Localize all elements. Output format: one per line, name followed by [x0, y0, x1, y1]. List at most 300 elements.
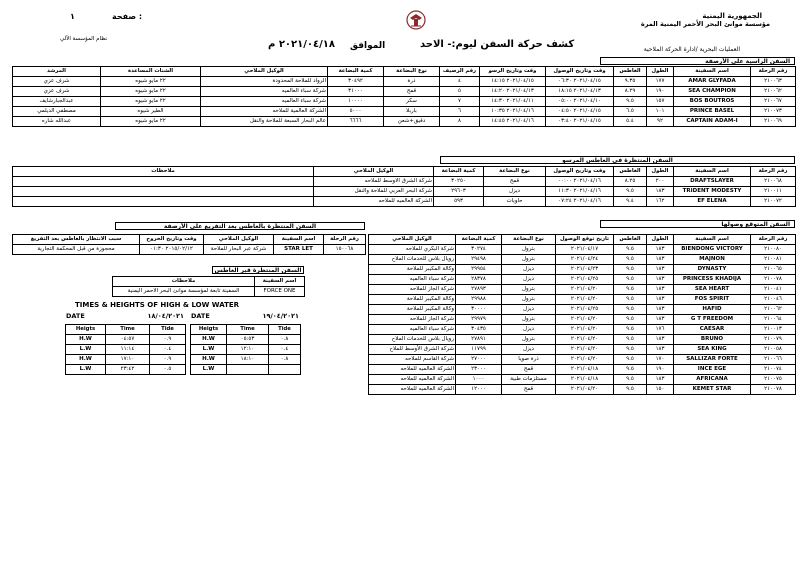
col-header: رقم الرحلة: [751, 235, 796, 245]
table-row: [66, 355, 186, 365]
table-cell: شركة سباء العالميه: [369, 275, 456, 285]
tide-date: ١٨/٠٤/٢٠٢١: [147, 312, 184, 320]
table-cell: ٢٠٢١/٠٤/٢٠: [556, 345, 614, 355]
table-cell: عبدالله شاره: [13, 117, 101, 127]
col-header: Time: [106, 325, 150, 335]
table-cell: ٢٣:٤٢: [106, 365, 150, 375]
table-row: [13, 87, 796, 97]
col-header: كمية البضاعة: [328, 67, 384, 77]
table-cell: ٢١٠٠٤١: [751, 285, 796, 295]
table-cell: ٢٧٠٠٠: [456, 355, 502, 365]
table-cell: ١٨٣: [647, 265, 674, 275]
table-cell: ٢٠٢١/٠٤/١٦ ١٠:٣٥: [480, 107, 546, 117]
table-cell: ٢١٠٠٦٩: [751, 117, 796, 127]
table-cell: L.W: [66, 365, 106, 375]
table-cell: ذرة صويا: [502, 355, 556, 365]
table-cell: ٩.٥: [614, 375, 647, 385]
table-cell: ٢١٠٠١٣: [751, 325, 796, 335]
table-row: [13, 177, 796, 187]
table-cell: ٢٠٢١/٠٤/١٨: [556, 375, 614, 385]
table-cell: شركة الشرق الاوسط للملاحه: [314, 177, 434, 187]
table-cell: ٢١٠٠٦٣: [751, 77, 796, 87]
table-cell: ٢٠٢١/٠٤/١٥ ١٤:١٥: [480, 77, 546, 87]
table-cell: بترول: [502, 335, 556, 345]
table-cell: ١٨٣: [647, 285, 674, 295]
table-cell: HAFID: [674, 305, 751, 315]
table-cell: ٢٩٦٠٣: [434, 187, 484, 197]
report-date: ٢٠٢١/٠٤/١٨ م: [268, 39, 335, 50]
table-cell: ديزل: [502, 265, 556, 275]
table-cell: ١٠٠٠٠: [328, 97, 384, 107]
table-cell: ٠.٤: [269, 345, 301, 355]
table-cell: ٩.٣٥: [614, 77, 647, 87]
table-cell: بترول: [502, 315, 556, 325]
table-cell: ١٨٣: [647, 275, 674, 285]
table-cell: ١٩٠: [647, 365, 674, 375]
col-header: ملاحظات: [113, 277, 255, 287]
table-cell: ٢٠٢١/٠٤/١٣ ١٨:١٥: [546, 87, 614, 97]
col-header: وقت وتاريخ الخروج: [140, 235, 204, 245]
col-header: اسم السفينة: [674, 235, 751, 245]
table-cell: مصطفي الديلمي: [13, 107, 101, 117]
table-cell: ٤: [440, 77, 480, 87]
table-cell: ٢٠٢١/٠٤/١٥ ٠٤:٥٠: [546, 107, 614, 117]
table-row: [13, 117, 796, 127]
table-cell: ٢٠٢١/٠٤/٢٤: [556, 255, 614, 265]
table-cell: شرف عزي: [13, 87, 101, 97]
col-header: كمية البضاعة: [434, 167, 484, 177]
waiting-unload-body: [13, 245, 366, 255]
table-cell: ٣٠٢٧٤: [456, 245, 502, 255]
table-cell: ٩.٥: [614, 245, 647, 255]
table-cell: ١٥٧: [647, 97, 674, 107]
col-header: نوع البضاعة: [502, 235, 556, 245]
table-cell: ١٩٠: [647, 87, 674, 97]
table-cell: ٩.٥: [614, 345, 647, 355]
table-row: [13, 245, 366, 255]
expected-body: [369, 245, 796, 395]
table-cell: الشركة العالميه للملاحه: [314, 197, 434, 207]
table-cell: ٩.٥: [614, 365, 647, 375]
table-cell: ١٨٣: [647, 305, 674, 315]
table-cell: مستلزمات طبية: [502, 375, 556, 385]
table-cell: SEA KING: [674, 345, 751, 355]
col-header: الوكيل الملاحي: [204, 235, 274, 245]
table-cell: BOS BOUTROS: [674, 97, 751, 107]
table-row: [369, 345, 796, 355]
table-cell: ٢٢ مايو شيوه: [101, 117, 201, 127]
table-cell: قمح: [502, 365, 556, 375]
expected-table: [368, 234, 796, 395]
table-cell: ٩.٥: [614, 255, 647, 265]
table-cell: ٢٨٣٧٨: [456, 275, 502, 285]
table-row: [66, 335, 186, 345]
table-cell: ٢٠٢١/٠٤/١٦ ١١:٣٠: [546, 187, 614, 197]
table-cell: ٩.٥: [614, 355, 647, 365]
table-cell: ديزل: [502, 345, 556, 355]
table-cell: ٠٤:٥٧: [106, 335, 150, 345]
col-header: وقت وتاريخ الوصول: [546, 167, 614, 177]
table-cell: L.W: [66, 345, 106, 355]
col-header: ملاحظات: [13, 167, 314, 177]
table-cell: ٣١٠٠٠: [328, 87, 384, 97]
table-row: [13, 197, 796, 207]
table-cell: ٢٠٢١/٠٤/٢٠: [556, 335, 614, 345]
eagle-emblem-icon: [405, 9, 427, 31]
table-cell: ٢١٠٠٤٦: [751, 295, 796, 305]
table-cell: شركة سباء العالميه: [201, 97, 328, 107]
table-cell: ٣٠٤٩٢: [328, 77, 384, 87]
system-name: نظام المؤسسة الآلي: [60, 36, 108, 42]
table-row: [369, 305, 796, 315]
table-cell: SEA HEART: [674, 285, 751, 295]
table-cell: ٢٩٩٥٤: [456, 265, 502, 275]
table-row: [369, 355, 796, 365]
table-cell: ١٧٦: [647, 325, 674, 335]
table-cell: ٢٠٢١/٠٤/١٨: [556, 365, 614, 375]
table-cell: ٢١٠٠٦٦: [751, 355, 796, 365]
table-cell: ١٨٣: [647, 255, 674, 265]
col-header: رقم الرحلة: [751, 167, 796, 177]
table-cell: ٨.٢٥: [614, 177, 647, 187]
institution-name: مؤسسة موانئ البحر الأحمر اليمنية المرة: [640, 20, 770, 28]
table-cell: ٢٧٨٩٣: [456, 285, 502, 295]
table-cell: PRINCE BASEL: [674, 107, 751, 117]
waiting-unload-section-title: السفن المنتظرة بالغاطس بعد التفريغ على الأرصفة: [115, 222, 365, 230]
table-row: [66, 365, 186, 375]
country-name: الجمهورية اليمنية: [702, 12, 762, 20]
report-date-label: الموافق: [350, 41, 386, 51]
table-cell: وكالة المكيبر للملاحة: [369, 305, 456, 315]
table-cell: ١٠١: [647, 107, 674, 117]
table-cell: L.W: [191, 345, 227, 355]
table-cell: ١٨٣: [647, 335, 674, 345]
table-cell: ٢٠٢١/٠٤/٢٠: [556, 355, 614, 365]
table-cell: DYNASTY: [674, 265, 751, 275]
table-cell: PRINCESS KHADIJA: [674, 275, 751, 285]
table-cell: ٢٩٤٩٨: [456, 255, 502, 265]
col-header: رقم الرصيف: [440, 67, 480, 77]
table-cell: ٢١٠٠٨١: [751, 255, 796, 265]
table-row: [13, 97, 796, 107]
table-row: [369, 325, 796, 335]
col-header: سبب الانتظار بالغاطس بعد التفريغ: [13, 235, 140, 245]
table-cell: ٢٢ مايو شيوه: [101, 87, 201, 97]
col-header: اسم السفينة: [674, 167, 751, 177]
table-cell: ديزل: [502, 325, 556, 335]
table-cell: ٢٠٠: [647, 177, 674, 187]
col-header: اسم السفينة: [255, 277, 305, 287]
anchored-table: [12, 166, 796, 207]
table-cell: ٩.٥: [614, 265, 647, 275]
table-cell: ٩.٥: [614, 325, 647, 335]
table-cell: ٣٠٠٠٠: [456, 305, 502, 315]
table-cell: شركة عبر البحار للملاحة: [204, 245, 274, 255]
table-cell: ٢٠٢١/٠٤/١٥ ٠٦:٣٠: [546, 77, 614, 87]
table-cell: ٢١٠٠٧٩: [751, 335, 796, 345]
table-cell: ٠.٥: [150, 365, 186, 375]
table-cell: ٢١٠٠٧٤: [751, 365, 796, 375]
table-cell: BRUNO: [674, 335, 751, 345]
table-cell: ١٧٧: [647, 77, 674, 87]
table-cell: ٩.٥: [614, 275, 647, 285]
col-header: الوكيل الملاحي: [201, 67, 328, 77]
table-cell: ٨: [440, 117, 480, 127]
table-cell: ١٢٠٠٠: [456, 385, 502, 395]
table-cell: [13, 177, 314, 187]
table-cell: شركة الشرق الأوسط للملاح: [369, 345, 456, 355]
table-cell: H.W: [66, 335, 106, 345]
table-row: [369, 335, 796, 345]
table-cell: بترول: [502, 255, 556, 265]
table-cell: TRIDENT MODESTY: [674, 187, 751, 197]
anchorage-waiting-table: [112, 276, 305, 297]
table-cell: ١٧٠: [647, 355, 674, 365]
table-cell: L.W: [191, 365, 227, 375]
table-cell: ١٨٣: [647, 245, 674, 255]
anchored-body: [13, 177, 796, 207]
col-header: الغاطس: [614, 67, 647, 77]
table-cell: ٢١٠٠٧٨: [751, 385, 796, 395]
table-cell: H.W: [191, 335, 227, 345]
table-cell: شركة الجاز للملاحه: [369, 285, 456, 295]
table-cell: سكر: [384, 97, 440, 107]
table-cell: [269, 365, 301, 375]
report-title: كشف حركة السفن ليوم:- الاحد: [420, 39, 575, 50]
table-cell: ١٨٣: [647, 345, 674, 355]
table-cell: ٢٠٢١/٠٤/١٥ ٠٣:٤٠: [546, 117, 614, 127]
table-cell: ذرة: [384, 77, 440, 87]
col-header: Heigts: [66, 325, 106, 335]
table-cell: ١٦٢: [647, 197, 674, 207]
table-cell: ٢٠٢١/٠٤/٢٠: [556, 325, 614, 335]
waiting-unload-header-row: [13, 235, 366, 245]
col-header: الغاطس: [614, 167, 647, 177]
table-cell: ٢١٠٠٦٢: [751, 305, 796, 315]
table-cell: ٩.٥: [614, 285, 647, 295]
tide-date: ١٩/٠٤/٢٠٢١: [262, 312, 299, 320]
table-cell: ٦.٥: [614, 107, 647, 117]
table-cell: ٥٠٠٠: [328, 107, 384, 117]
col-header: رقم الرحلة: [751, 67, 796, 77]
table-cell: ٢١٠٠٦٥: [751, 265, 796, 275]
table-row: [191, 355, 301, 365]
table-cell: ٠.٩: [150, 335, 186, 345]
table-cell: شركة سباء العالميه: [369, 325, 456, 335]
table-cell: [13, 187, 314, 197]
table-row: [369, 315, 796, 325]
anchorage-waiting-title: السفن المنتظرة قبر الغاطس: [212, 266, 304, 274]
tide-date-header: [190, 312, 300, 321]
col-header: Tide: [269, 325, 301, 335]
expected-header-row: [369, 235, 796, 245]
table-row: [369, 265, 796, 275]
table-cell: ٢١٠٠٧٥: [751, 375, 796, 385]
table-cell: EF ELENA: [674, 197, 751, 207]
table-cell: ٠.٤: [150, 345, 186, 355]
berthed-body: [13, 77, 796, 127]
table-cell: ٢١٠٠٧٣: [751, 107, 796, 117]
table-cell: شركة القاسم للملاحه: [369, 355, 456, 365]
table-cell: بترول: [502, 285, 556, 295]
table-cell: عبدالجبارشايف: [13, 97, 101, 107]
table-cell: ١٨:١٠: [227, 355, 269, 365]
col-header: الشنات المساعدة: [101, 67, 201, 77]
tide-date-label: DATE: [191, 312, 210, 320]
table-cell: ٥٩٣: [434, 197, 484, 207]
table-cell: قمح: [384, 87, 440, 97]
table-cell: ٢٠٢١/٠٤/١٦ ١٤:٤٥: [480, 117, 546, 127]
table-cell: ٢٠٢١/٠٤/٢٥: [556, 275, 614, 285]
table-cell: دقيق+شعن: [384, 117, 440, 127]
table-row: [113, 287, 305, 297]
table-cell: ٣٠٤٣٥: [456, 325, 502, 335]
expected-section-title: السفن المتوقع وصولها: [600, 220, 795, 228]
table-row: [191, 335, 301, 345]
anchored-section-title: السفن المنتظرة في الغاطس المرسو: [440, 156, 795, 164]
department-name: العمليات البحرية /ادارة الحركة الملاحية: [643, 46, 740, 53]
table-cell: ٢١٠٠١١: [751, 187, 796, 197]
table-cell: ١٨٣: [647, 375, 674, 385]
table-cell: ٢٠٢١/٠٤/١٦ ٠٠:٠٠: [546, 177, 614, 187]
table-cell: KEMET STAR: [674, 385, 751, 395]
table-cell: ٢٢ مايو شيوه: [101, 97, 201, 107]
table-cell: ١٨٣: [647, 295, 674, 305]
table-cell: ٢٠٢١/٠٤/٢٣: [556, 265, 614, 275]
table-cell: ديزل: [502, 275, 556, 285]
table-cell: ٠.٩: [150, 355, 186, 365]
table-cell: محجوزة من قبل المحكمة التجارية: [13, 245, 140, 255]
table-cell: H.W: [191, 355, 227, 365]
table-cell: SEA CHAMPION: [674, 87, 751, 97]
table-cell: ١٢:١٠: [227, 345, 269, 355]
berthed-header-row: [13, 67, 796, 77]
table-cell: بترول: [502, 245, 556, 255]
col-header: الطول: [647, 167, 674, 177]
table-cell: [227, 365, 269, 375]
table-cell: ٢١٠٠٧٨: [751, 275, 796, 285]
table-cell: قمح: [484, 177, 546, 187]
table-cell: ٩.٥: [614, 187, 647, 197]
table-cell: عالم البحار السبعة للملاحة والنقل: [201, 117, 328, 127]
table-cell: ٠٥:٥٣: [227, 335, 269, 345]
col-header: نوع البضاعة: [384, 67, 440, 77]
table-cell: ٢٩٩٧٩: [456, 315, 502, 325]
table-cell: ١٧:١٠: [106, 355, 150, 365]
waiting-unload-table: [12, 234, 366, 255]
table-cell: ٢٩٩٨٨: [456, 295, 502, 305]
anchored-header-row: [13, 167, 796, 177]
table-cell: ٢٧٨٩١: [456, 335, 502, 345]
table-row: [191, 345, 301, 355]
col-header: Heigts: [191, 325, 227, 335]
table-cell: قمح: [502, 385, 556, 395]
table-cell: SALLIZAR FORTE: [674, 355, 751, 365]
table-cell: ٣٠٢٥٠: [434, 177, 484, 187]
table-cell: شركة سباء العالميه: [201, 87, 328, 97]
col-header: الوكيل الملاحي: [369, 235, 456, 245]
col-header: المرشد: [13, 67, 101, 77]
table-cell: ٢١٠٠٦٢: [751, 87, 796, 97]
table-cell: CAPTAIN ADAM-I: [674, 117, 751, 127]
table-cell: ٢٢ مايو شيوه: [101, 77, 201, 87]
table-cell: ٦٦٦٦: [328, 117, 384, 127]
table-cell: ٨.٢٩: [614, 87, 647, 97]
table-cell: ٢١٠٠٨٠: [751, 245, 796, 255]
page-number: ١: [70, 12, 75, 21]
table-cell: ٢٠١٥/٠٢/١٢ ٠١:٣٠: [140, 245, 204, 255]
col-header: وقت وتاريخ الوصول: [546, 67, 614, 77]
table-cell: ديزل: [484, 187, 546, 197]
anchorage-header-row: [113, 277, 305, 287]
table-cell: ٥: [440, 87, 480, 97]
table-cell: AFRICANA: [674, 375, 751, 385]
table-cell: ١١٧٩٩: [456, 345, 502, 355]
table-cell: ٧: [440, 97, 480, 107]
table-row: [191, 365, 301, 375]
table-cell: وكالة المكيبر للملاحة: [369, 265, 456, 275]
table-cell: STAR LET: [274, 245, 324, 255]
col-header: الطول: [647, 67, 674, 77]
table-row: [369, 365, 796, 375]
col-header: كمية البضاعة: [456, 235, 502, 245]
tide-date-label: DATE: [66, 312, 85, 320]
table-cell: G T FREEDOM: [674, 315, 751, 325]
berthed-table: [12, 66, 796, 127]
tides-title: TIMES & HEIGHTS OF HIGH & LOW WATER: [75, 301, 240, 309]
table-cell: ٩.٥: [614, 295, 647, 305]
table-cell: وكالة المكيبر للملاحة: [369, 295, 456, 305]
table-cell: CAESAR: [674, 325, 751, 335]
table-cell: ٠.٨: [269, 355, 301, 365]
col-header: وقت وتاريخ الرسو: [480, 67, 546, 77]
table-cell: ١٨٣: [647, 187, 674, 197]
table-row: [13, 187, 796, 197]
table-cell: ٢١٠٠٦٧: [751, 97, 796, 107]
table-cell: ٢٠٢١/٠٤/٢٠: [556, 385, 614, 395]
table-cell: BIENDONG VICTORY: [674, 245, 751, 255]
table-cell: ٢٠٢١/٠٤/١٦ ٠٧:٢٤: [546, 197, 614, 207]
tide-date-header: [65, 312, 185, 321]
table-row: [369, 385, 796, 395]
table-cell: الشركة العالميه للملاحه: [369, 375, 456, 385]
table-cell: حاويات: [484, 197, 546, 207]
table-cell: الشركة العالميه للملاحه: [369, 365, 456, 375]
table-cell: ٢١٠٠٦٨: [751, 177, 796, 187]
col-header: الوكيل الملاحي: [314, 167, 434, 177]
table-cell: ١٥٠: [647, 385, 674, 395]
table-cell: ٢٠٢١/٠٤/١٠ ٠٥:٠٠: [546, 97, 614, 107]
table-cell: شركة الجاز للملاحه: [369, 315, 456, 325]
table-cell: ١٠٠٠: [456, 375, 502, 385]
col-header: Time: [227, 325, 269, 335]
page-label: صفحة :: [112, 12, 143, 21]
table-cell: ٩.٥: [614, 305, 647, 315]
table-cell: شرف عزي: [13, 77, 101, 87]
table-cell: الرواد للملاحة المحدودة: [201, 77, 328, 87]
col-header: رقم الرحلة: [324, 235, 366, 245]
table-cell: ٥.٤: [614, 117, 647, 127]
tide-body: [191, 335, 301, 375]
table-cell: ٩٢: [647, 117, 674, 127]
table-cell: ٩.٥: [614, 335, 647, 345]
table-cell: ديزل: [502, 305, 556, 315]
table-cell: ١٥٠٠٦٨: [324, 245, 366, 255]
table-cell: ٢٠٢١/٠٤/١٧: [556, 245, 614, 255]
anchorage-waiting-body: [113, 287, 305, 297]
table-cell: ٩.٤: [614, 197, 647, 207]
table-cell: ٢١٠٠٦٤: [751, 315, 796, 325]
